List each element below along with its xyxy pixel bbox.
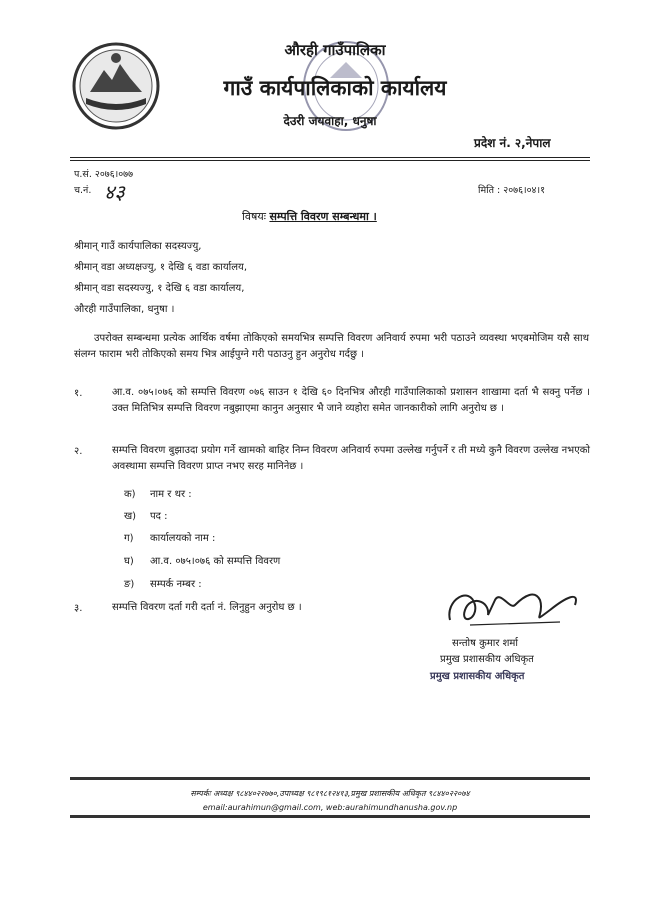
office-name: गाउँ कार्यपालिकाको कार्यालय bbox=[223, 76, 447, 100]
subitem-text: नाम र थर : bbox=[150, 489, 192, 500]
item-text: आ.व. ०७५।०७६ को सम्पत्ति विवरण ०७६ साउन १ देखि ६० दिनभित्र औरही गाउँपालिकाको प्रशासन शाखामा दर्ता भै सक्नु पर्नेछ । उक्त मितिभित्र सम्पत्ति विवरण नबुझाएमा कानुन अनुसार भै जाने व्यहोरा समेत जानकारीको लागि अनुरोध छ । bbox=[112, 387, 590, 414]
subject-line bbox=[242, 209, 377, 224]
addressee-line: श्रीमान् गाउँ कार्यपालिका सदस्यज्यु, bbox=[74, 241, 202, 252]
footer-web: email:aurahimun@gmail.com, web:aurahimundhanusha.gov.np bbox=[202, 803, 458, 812]
subitem-label: क) bbox=[124, 489, 136, 500]
intro-paragraph: उपरोक्त सम्बन्धमा प्रत्येक आर्थिक वर्षमा तोकिएको समयभित्र सम्पत्ति विवरण अनिवार्य रुपमा भरी पठाउने व्यवस्था भएबमोजिम यसै साथ संलग्न फाराम भरी तोकिएको समय भित्र आईपुग्ने गरी पठाउनु हुन अनुरोध गर्दछु । bbox=[74, 333, 589, 360]
subject-text: सम्पत्ति विवरण सम्बन्धमा । bbox=[269, 210, 377, 223]
municipality-name: औरही गाउँपालिका bbox=[284, 41, 386, 59]
letter-reference-number: प.सं. २०७६।०७७ bbox=[74, 169, 134, 180]
header-divider bbox=[70, 157, 590, 158]
item-number: ३. bbox=[74, 603, 83, 614]
subitem-label: ङ) bbox=[124, 579, 135, 590]
footer-rule-bottom bbox=[70, 815, 590, 818]
dispatch-label: च.नं. bbox=[74, 185, 92, 196]
subitem-label: ख) bbox=[124, 511, 137, 522]
handwritten-signature bbox=[440, 580, 590, 636]
footer-rule-top bbox=[70, 777, 590, 780]
addressee-line: श्रीमान् वडा सदस्यज्यु, १ देखि ६ वडा कार्यालय, bbox=[74, 283, 245, 294]
item-number: १. bbox=[74, 388, 83, 399]
header-divider-thin bbox=[70, 160, 590, 161]
subitem-text: सम्पर्क नम्बर : bbox=[150, 579, 202, 590]
subitem-label: घ) bbox=[124, 556, 134, 567]
designation-stamp: प्रमुख प्रशासकीय अधिकृत bbox=[430, 671, 525, 682]
subject-label: विषयः bbox=[242, 210, 266, 223]
addressee-line: औरही गाउँपालिका, धनुषा । bbox=[74, 304, 175, 315]
letter-date: मिति : २०७६।०४।१ bbox=[478, 185, 546, 196]
province-label: प्रदेश नं. २,नेपाल bbox=[474, 136, 551, 150]
signatory-name: सन्तोष कुमार शर्मा bbox=[452, 638, 518, 649]
subitem-label: ग) bbox=[124, 533, 134, 544]
item-text: सम्पत्ति विवरण बुझाउदा प्रयोग गर्ने खामको बाहिर निम्न विवरण अनिवार्य रुपमा उल्लेख गर्नुपर्ने र ती मध्ये कुनै विवरण उल्लेख नभएको अवस्थामा सम्पत्ति विवरण प्राप्त नभए सरह मानिनेछ । bbox=[112, 445, 590, 472]
dispatch-number-handwritten: ४३ bbox=[104, 180, 125, 204]
item-text: सम्पत्ति विवरण दर्ता गरी दर्ता नं. लिनुहुन अनुरोध छ । bbox=[112, 602, 302, 613]
addressee-line: श्रीमान् वडा अध्यक्षज्यु, १ देखि ६ वडा कार्यालय, bbox=[74, 262, 248, 273]
nepal-emblem-logo bbox=[70, 40, 162, 132]
subitem-text: पद : bbox=[150, 511, 168, 522]
office-address: देउरी जयवाहा, धनुषा bbox=[283, 114, 377, 128]
subitem-text: कार्यालयको नाम : bbox=[150, 533, 216, 544]
item-number: २. bbox=[74, 446, 83, 457]
footer-contacts: सम्पर्कः अध्यक्ष ९८४४०२२७७०,उपाध्यक्ष ९८१९८१२४१३,प्रमुख प्रशासकीय अधिकृत ९८४४०२२०७४ bbox=[190, 789, 470, 798]
signatory-title: प्रमुख प्रशासकीय अधिकृत bbox=[440, 654, 534, 665]
subitem-text: आ.व. ०७५।०७६ को सम्पत्ति विवरण bbox=[150, 556, 281, 567]
